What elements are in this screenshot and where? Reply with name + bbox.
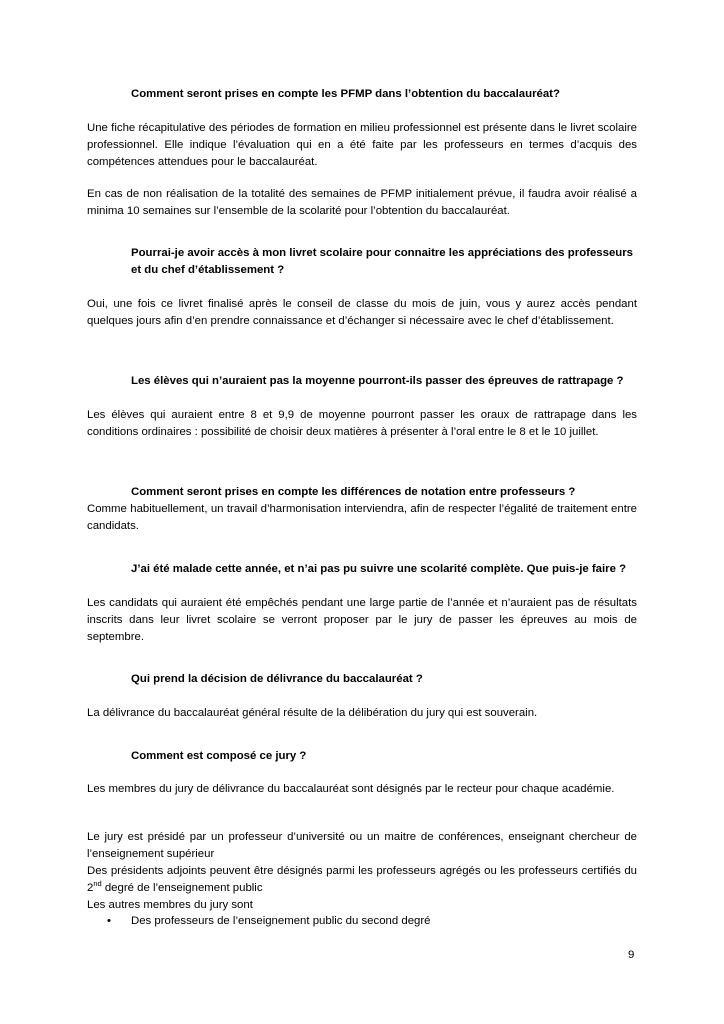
- page-number: 9: [628, 949, 635, 961]
- question-pfmp: Comment seront prises en compte les PFMP dans l’obtention du baccalauréat?: [131, 88, 560, 100]
- bullet-marker: •: [107, 915, 111, 927]
- question-rattrapage: Les élèves qui n’auraient pas la moyenne pourront-ils passer des épreuves de rattrapage ?: [131, 375, 624, 387]
- question-maladie: J’ai été malade cette année, et n’ai pas pu suivre une scolarité complète. Que puis-je faire ?: [131, 563, 627, 575]
- paragraph-delivrance: La délivrance du baccalauréat général résulte de la délibération du jury qui est souverain.: [87, 707, 538, 719]
- presidents-text-after: degré de l’enseignement public: [101, 882, 263, 894]
- paragraph-rattrapage: Les élèves qui auraient entre 8 et 9,9 de moyenne pourront passer les oraux de rattrapage dans les conditions ordinaires : possibilité de choisir deux matières à présenter à l’oral entre le 8 et le 10 juillet.: [87, 409, 637, 438]
- bullet-text: Des professeurs de l’enseignement public du second degré: [131, 915, 431, 927]
- paragraph-presidents-adjoints: [87, 863, 637, 897]
- paragraph-harmonisation: Comme habituellement, un travail d’harmonisation interviendra, afin de respecter l’égalité de traitement entre candidats.: [87, 503, 637, 532]
- paragraph-autres-membres: Les autres membres du jury sont: [87, 899, 253, 911]
- question-notation: Comment seront prises en compte les différences de notation entre professeurs ?: [131, 486, 576, 498]
- paragraph-livret-acces: Oui, une fois ce livret finalisé après le conseil de classe du mois de juin, vous y aurez accès pendant quelques jours afin d’en prendre connaissance et d’échanger si nécessaire avec le chef d’établissement.: [87, 298, 637, 327]
- question-decision-delivrance: Qui prend la décision de délivrance du baccalauréat ?: [131, 673, 423, 685]
- paragraph-president-jury: Le jury est présidé par un professeur d’université ou un maitre de conférences, enseignant chercheur de l’enseignement supérieur: [87, 831, 637, 860]
- presidents-superscript: nd: [93, 879, 102, 889]
- paragraph-candidats-empeches: Les candidats qui auraient été empêchés pendant une large partie de l’année et n’auraient pas de résultats inscrits dans leur livret scolaire se verront proposer par le jury de passer les épreuves au mois de septembre.: [87, 597, 637, 643]
- question-livret-scolaire: Pourrai-je avoir accès à mon livret scolaire pour connaitre les appréciations des professeurs et du chef d’établissement ?: [131, 247, 634, 276]
- bullet-list-item: [107, 913, 431, 930]
- paragraph-membres-jury: Les membres du jury de délivrance du baccalauréat sont désignés par le recteur pour chaque académie.: [87, 783, 615, 795]
- question-composition-jury: Comment est composé ce jury ?: [131, 750, 307, 762]
- paragraph-non-realisation: En cas de non réalisation de la totalité des semaines de PFMP initialement prévue, il faudra avoir réalisé a minima 10 semaines sur l’ensemble de la scolarité pour l’obtention du baccalauréat.: [87, 188, 637, 217]
- presidents-text-before: Des présidents adjoints peuvent être désignés parmi les professeurs agrégés ou les professeurs certifiés du 2: [87, 865, 637, 894]
- paragraph-fiche-recapitulative: Une fiche récapitulative des périodes de formation en milieu professionnel est présente dans le livret scolaire professionnel. Elle indique l’évaluation qui en a été faite par les professeurs en termes d’acquis des compétences attendues pour le baccalauréat.: [87, 122, 637, 168]
